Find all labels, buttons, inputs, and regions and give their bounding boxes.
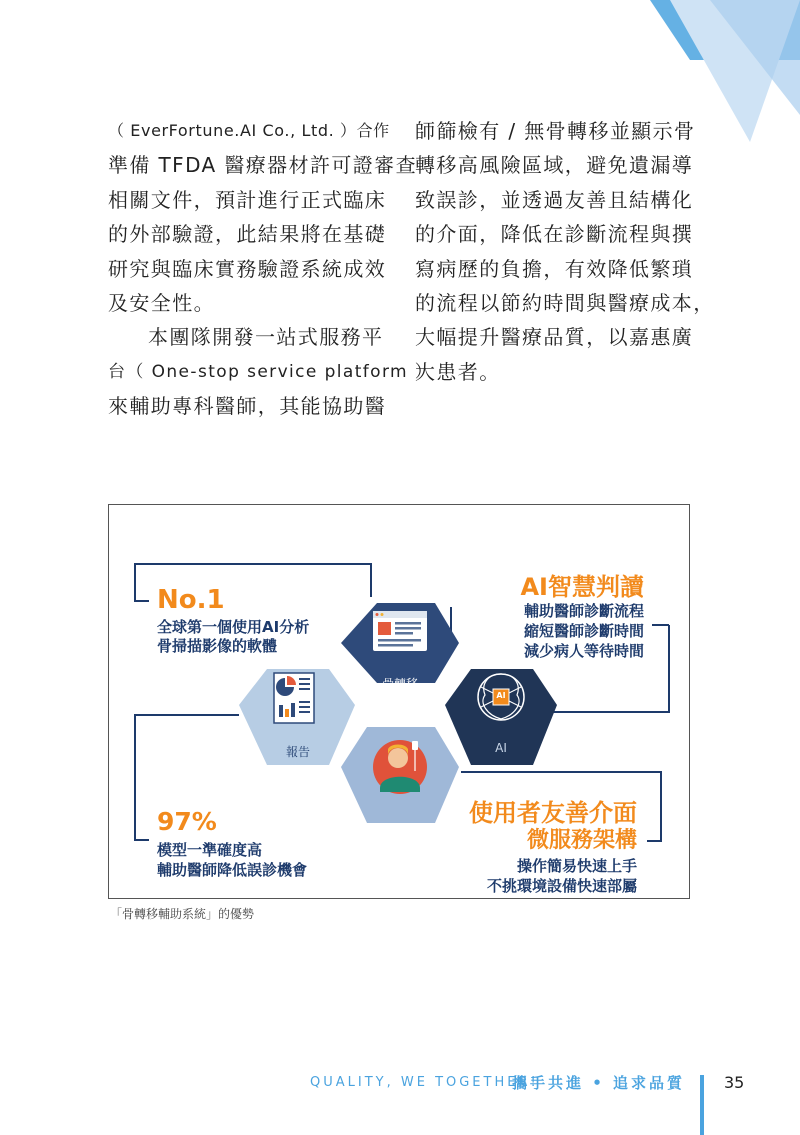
text-line: 轉移高風險區域，避免遺漏導 [415,153,694,178]
ai-desc-line3: 減少病人等待時間 [523,642,644,660]
text-line: 大患者。 [415,359,501,384]
text-line: 致誤診，並透過友善且結構化 [415,187,694,212]
text-line: 來輔助專科醫師，其能協助醫 [108,394,387,419]
no1-desc-line1: 全球第一個使用AI分析 [157,618,310,636]
text-line: 的介面，降低在診斷流程與撰 [415,222,694,247]
no1-title: No.1 [157,585,225,615]
accuracy-desc-line2: 輔助醫師降低誤診機會 [157,861,308,879]
text-line: 的外部驗證，此結果將在基礎 [108,222,387,247]
advantages-figure [108,504,690,899]
accuracy-desc-line1: 模型一準確度高 [157,841,263,859]
footer-slogan-en: QUALITY, WE TOGETHER! [310,1075,539,1090]
ai-title: AI智慧判讀 [520,573,644,601]
ai-desc-line2: 縮短醫師診斷時間 [523,622,644,640]
hex-ai-label: AI [495,741,507,755]
text-line: （ EverFortune.AI Co., Ltd. ）合作 [108,121,390,140]
ai-chip-label: AI [496,691,506,700]
ai-desc-line1: 輔助醫師診斷流程 [523,602,644,620]
no1-desc-line2: 骨掃描影像的軟體 [157,637,278,655]
text-line: 台（ One-stop service platform ） [108,361,434,382]
hex-report-label: 報告 [285,745,310,759]
text-line: 大幅提升醫療品質，以嘉惠廣 [415,325,694,350]
text-line: 及安全性。 [108,290,215,315]
hex-system-label-2: 輔助系統 [375,693,424,707]
figure-caption: 「骨轉移輔助系統」的優勢 [110,907,255,921]
report-chart-icon [274,673,314,723]
text-line: 相關文件，預計進行正式臨床 [108,187,387,212]
text-line: 本團隊開發一站式服務平 [148,325,384,350]
hex-system-label-1: 骨轉移 [381,677,418,691]
text-column-left [108,114,434,424]
ui-title1: 使用者友善介面 [469,799,637,827]
browser-window-icon [373,611,427,651]
accuracy-title: 97% [157,807,217,836]
text-line: 的流程以節約時間與醫療成本， [415,290,715,315]
text-line: 寫病歷的負擔，有效降低繁瑣 [415,256,694,281]
text-line: 研究與臨床實務驗證系統成效 [108,256,387,281]
footer-slogan-zh: 攜手共進 • 追求品質 [512,1074,686,1092]
ui-desc-line2: 不挑環境設備快速部屬 [486,877,637,895]
ui-title2: 微服務架構 [526,828,637,853]
page-number: 35 [724,1073,745,1092]
footer-divider [700,1075,704,1135]
text-column-right [415,114,715,389]
text-line: 師篩檢有 / 無骨轉移並顯示骨 [415,119,696,143]
doctor-icon [373,740,427,794]
text-line: 準備 TFDA 醫療器材許可證審查 [108,153,417,178]
ui-desc-line1: 操作簡易快速上手 [516,857,637,875]
